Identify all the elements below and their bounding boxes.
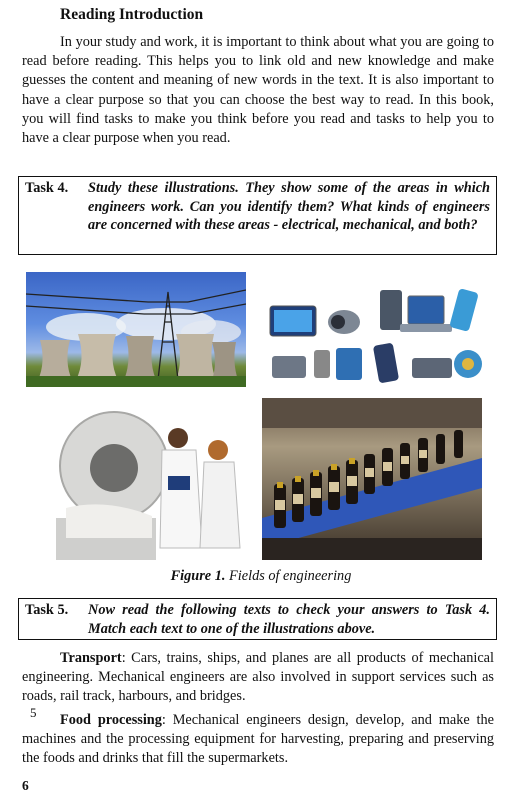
transport-term: Transport — [60, 650, 122, 666]
task-5-box — [18, 598, 497, 640]
bottling-line-illustration — [262, 398, 482, 560]
task-4-text: Study these illustrations. They show some of the areas in which engineers work. Can you identify them? What kinds of engineers are concerned with these areas - electrical, mechanical, and both? — [88, 180, 490, 234]
task-5-number: Task 5. — [25, 602, 69, 618]
devices-drawing — [262, 276, 496, 391]
figure-caption — [0, 568, 522, 585]
electronic-devices-illustration — [262, 276, 496, 391]
food-processing-text: : Mechanical engineers design, develop, and make the machines and the processing equipment for harvesting, preparing and preserving the foods and drinks that fill the supermarkets. — [22, 712, 494, 767]
bottles-drawing — [262, 398, 482, 560]
power-station-illustration — [26, 272, 246, 387]
intro-paragraph: In your study and work, it is important to think about what you are going to read before reading. This helps you to link old and new knowledge and make guesses the content and meaning of new words in the text. It is also important to have a clear purpose so that you can choose the best way to read. In this book, you will find tasks to make you think before you read and tasks to help you to have a clear purpose when you read. — [22, 34, 494, 147]
section-heading: Reading Introduction — [60, 6, 204, 23]
figure-caption-text: Fields of engineering — [229, 568, 352, 584]
food-processing-term: Food processing — [60, 712, 162, 728]
transport-paragraph — [22, 649, 494, 707]
food-processing-paragraph — [22, 711, 494, 769]
mri-drawing — [56, 398, 252, 560]
page-number: 6 — [22, 778, 29, 793]
power-station-drawing — [26, 272, 246, 387]
transport-text: : Cars, trains, ships, and planes are all products of mechanical engineering. Mechanical engineers are also involved in support services such as roads, rail track, harbours, and bridges. — [22, 650, 494, 705]
task-4-number: Task 4. — [25, 180, 69, 196]
medical-scanner-illustration — [56, 398, 252, 560]
figure-label: Figure 1. — [170, 568, 226, 584]
line-number: 5 — [30, 705, 37, 720]
task-5-text: Now read the following texts to check your answers to Task 4. Match each text to one of the illustrations above. — [88, 602, 490, 637]
task-4-box — [18, 176, 497, 255]
